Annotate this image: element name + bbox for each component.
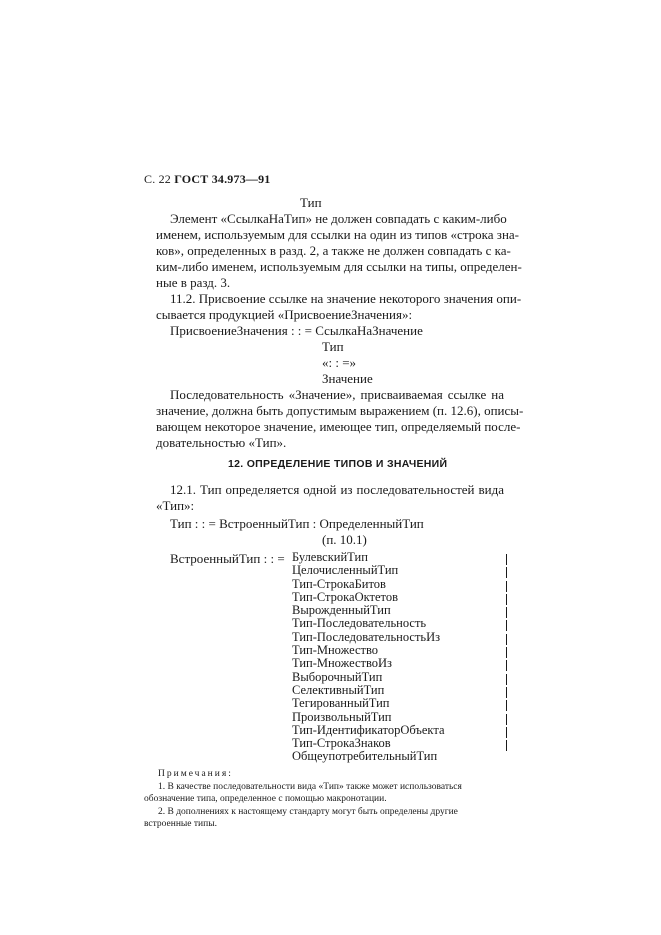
builtin-type-item: Тип-МножествоИз xyxy=(292,656,392,671)
paragraph-line: вающем некоторое значение, имеющее тип, определяемый после- xyxy=(156,419,521,434)
production-label-type: Тип xyxy=(300,195,322,210)
builtin-type-item: Тип-ПоследовательностьИз xyxy=(292,629,441,644)
gost-number: ГОСТ 34.973—91 xyxy=(174,172,271,186)
paragraph-line: ные в разд. 3. xyxy=(156,275,231,290)
paragraph-line: значение, должна быть допустимым выражением (п. 12.6), описы- xyxy=(156,403,524,418)
builtin-type-item: ТегированныйТип xyxy=(292,696,390,711)
alternative-bar xyxy=(506,727,507,738)
alternative-bar xyxy=(506,594,507,605)
paragraph-line: ким-либо именем, используемым для ссылки на типы, определен- xyxy=(156,259,522,274)
production-rule: ПрисвоениеЗначения : : = СсылкаНаЗначение xyxy=(170,323,423,338)
page-header xyxy=(144,172,271,187)
note-line: обозначение типа, определенное с помощью макронотации. xyxy=(144,794,387,804)
notes-heading: Примечания: xyxy=(158,769,233,779)
alternative-bar xyxy=(506,687,507,698)
production-item: «: : =» xyxy=(322,355,357,370)
builtin-type-item: Тип-Множество xyxy=(292,643,379,658)
builtin-type-item: БулевскийТип xyxy=(292,550,368,564)
type-rule-reference: (п. 10.1) xyxy=(322,532,367,547)
alternative-bar xyxy=(506,714,507,725)
paragraph-line: именем, используемым для ссылки на один из типов «строка зна- xyxy=(156,227,519,242)
paragraph-line: Последовательность «Значение», присваиваемая ссылке на xyxy=(170,387,504,402)
paragraph-line: «Тип»: xyxy=(156,498,195,513)
alternative-bar xyxy=(506,700,507,711)
note-line: встроенные типы. xyxy=(144,819,217,829)
alternative-bars xyxy=(506,554,507,753)
production-item: Тип xyxy=(322,339,344,354)
builtin-type-item: ОбщеупотребительныйТип xyxy=(292,749,438,764)
builtin-type-item: Тип-СтрокаБитов xyxy=(292,576,386,591)
alternative-bar xyxy=(506,634,507,645)
section-title: 12. ОПРЕДЕЛЕНИЕ ТИПОВ И ЗНАЧЕНИЙ xyxy=(228,458,448,470)
paragraph-line: ков», определенных в разд. 2, а также не должен совпадать с ка- xyxy=(156,243,511,258)
builtin-type-list xyxy=(292,551,445,764)
alternative-bar xyxy=(506,674,507,685)
builtin-type-item: Тип-Последовательность xyxy=(292,616,427,631)
alternative-bar xyxy=(506,660,507,671)
builtin-type-item: ВыборочныйТип xyxy=(292,669,383,684)
alternative-bar xyxy=(506,567,507,578)
builtin-type-item: ПроизвольныйТип xyxy=(292,709,392,724)
alternative-bar xyxy=(506,647,507,658)
alternative-bar xyxy=(506,554,507,565)
paragraph-line: 11.2. Присвоение ссылке на значение некоторого значения опи- xyxy=(170,291,522,306)
builtin-type-item: ЦелочисленныйТип xyxy=(292,563,399,578)
paragraph-line: сывается продукцией «ПрисвоениеЗначения»: xyxy=(156,307,413,322)
builtin-type-item: Тип-ИдентификаторОбъекта xyxy=(292,722,445,737)
note-line: 2. В дополнениях к настоящему стандарту могут быть определены другие xyxy=(158,807,458,817)
page-number: С. 22 xyxy=(144,172,172,186)
alternative-bar xyxy=(506,581,507,592)
builtin-type-item: ВырожденныйТип xyxy=(292,603,391,618)
alternative-bar xyxy=(506,620,507,631)
note-line: 1. В качестве последовательности вида «Тип» также может использоваться xyxy=(158,782,462,792)
builtin-type-lhs: ВстроенныйТип : : = xyxy=(170,551,285,566)
builtin-type-item: СелективныйТип xyxy=(292,682,385,697)
paragraph-line: Элемент «СсылкаНаТип» не должен совпадать с каким-либо xyxy=(170,211,507,226)
alternative-bar xyxy=(506,607,507,618)
type-rule: Тип : : = ВстроенныйТип : ОпределенныйТип xyxy=(170,516,424,531)
builtin-type-item: Тип-СтрокаЗнаков xyxy=(292,736,391,751)
production-item: Значение xyxy=(322,371,373,386)
paragraph-line: 12.1. Тип определяется одной из последовательностей вида xyxy=(170,482,504,497)
paragraph-line: довательностью «Тип». xyxy=(156,435,287,450)
alternative-bar xyxy=(506,740,507,751)
builtin-type-item: Тип-СтрокаОктетов xyxy=(292,589,398,604)
